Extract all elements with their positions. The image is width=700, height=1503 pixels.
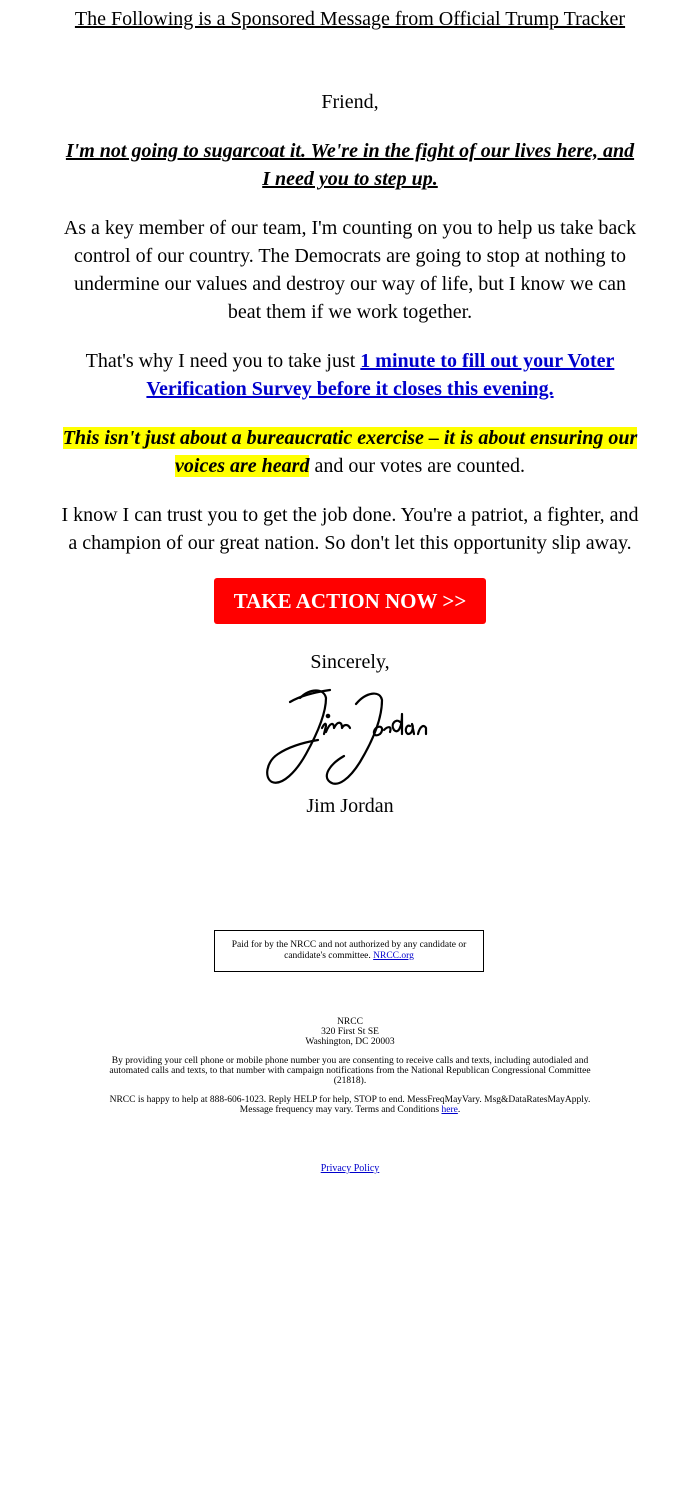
paragraph-team: As a key member of our team, I'm counting on you to help us take back control of our country. The Democrats are going to stop at nothing to undermine our values and destroy our way of life, but I know we can beat them if we work together.	[63, 217, 637, 323]
privacy-container	[0, 1163, 700, 1174]
city-address: Washington, DC 20003	[305, 1037, 395, 1047]
terms-link[interactable]: here	[441, 1105, 458, 1115]
paragraph-voices	[60, 424, 640, 480]
org-name: NRCC	[337, 1017, 363, 1027]
closing: Sincerely,	[310, 651, 390, 673]
signature-image	[260, 684, 440, 792]
greeting: Friend,	[321, 91, 379, 113]
address-block	[95, 1017, 605, 1047]
consent-text: By providing your cell phone or mobile phone number you are consenting to receive calls and texts, including autodialed and automated calls and texts, to that number with campaign notifications from the National Republican Congressional Committee (21818).	[109, 1056, 591, 1086]
street-address: 320 First St SE	[321, 1027, 379, 1037]
voices-suffix: and our votes are counted.	[309, 455, 525, 477]
sponsor-notice: The Following is a Sponsored Message from Official Trump Tracker	[74, 8, 626, 30]
lead-line: I'm not going to sugarcoat it. We're in the fight of our lives here, and I need you to step up.	[65, 140, 635, 190]
privacy-policy-link[interactable]: Privacy Policy	[320, 1163, 380, 1174]
message-body	[60, 88, 640, 820]
help-end: .	[457, 1105, 461, 1115]
survey-link[interactable]: 1 minute to fill out your Voter Verification Survey before it closes this evening.	[146, 350, 615, 400]
signer-name: Jim Jordan	[306, 795, 394, 817]
paid-for-disclaimer	[214, 930, 484, 972]
help-body: NRCC is happy to help at 888-606-1023. Reply HELP for help, STOP to end. MessFreqMayVary. Msg&DataRatesMayApply. Message frequency may vary. Terms and Conditions	[109, 1095, 591, 1115]
disclaimer-text: Paid for by the NRCC and not authorized by any candidate or candidate's committee.	[231, 940, 467, 961]
survey-prefix: That's why I need you to take just	[85, 350, 361, 372]
footer	[95, 1017, 605, 1124]
take-action-button[interactable]: TAKE ACTION NOW >>	[214, 578, 487, 624]
cta-container	[60, 578, 640, 624]
paragraph-patriot: I know I can trust you to get the job done. You're a patriot, a fighter, and a champion of our great nation. So don't let this opportunity slip away.	[61, 504, 639, 554]
paragraph-survey	[60, 347, 640, 403]
nrcc-link[interactable]: NRCC.org	[373, 951, 414, 961]
help-text	[95, 1095, 605, 1115]
highlighted-text: This isn't just about a bureaucratic exercise – it is about ensuring our voices are heard	[62, 427, 638, 477]
